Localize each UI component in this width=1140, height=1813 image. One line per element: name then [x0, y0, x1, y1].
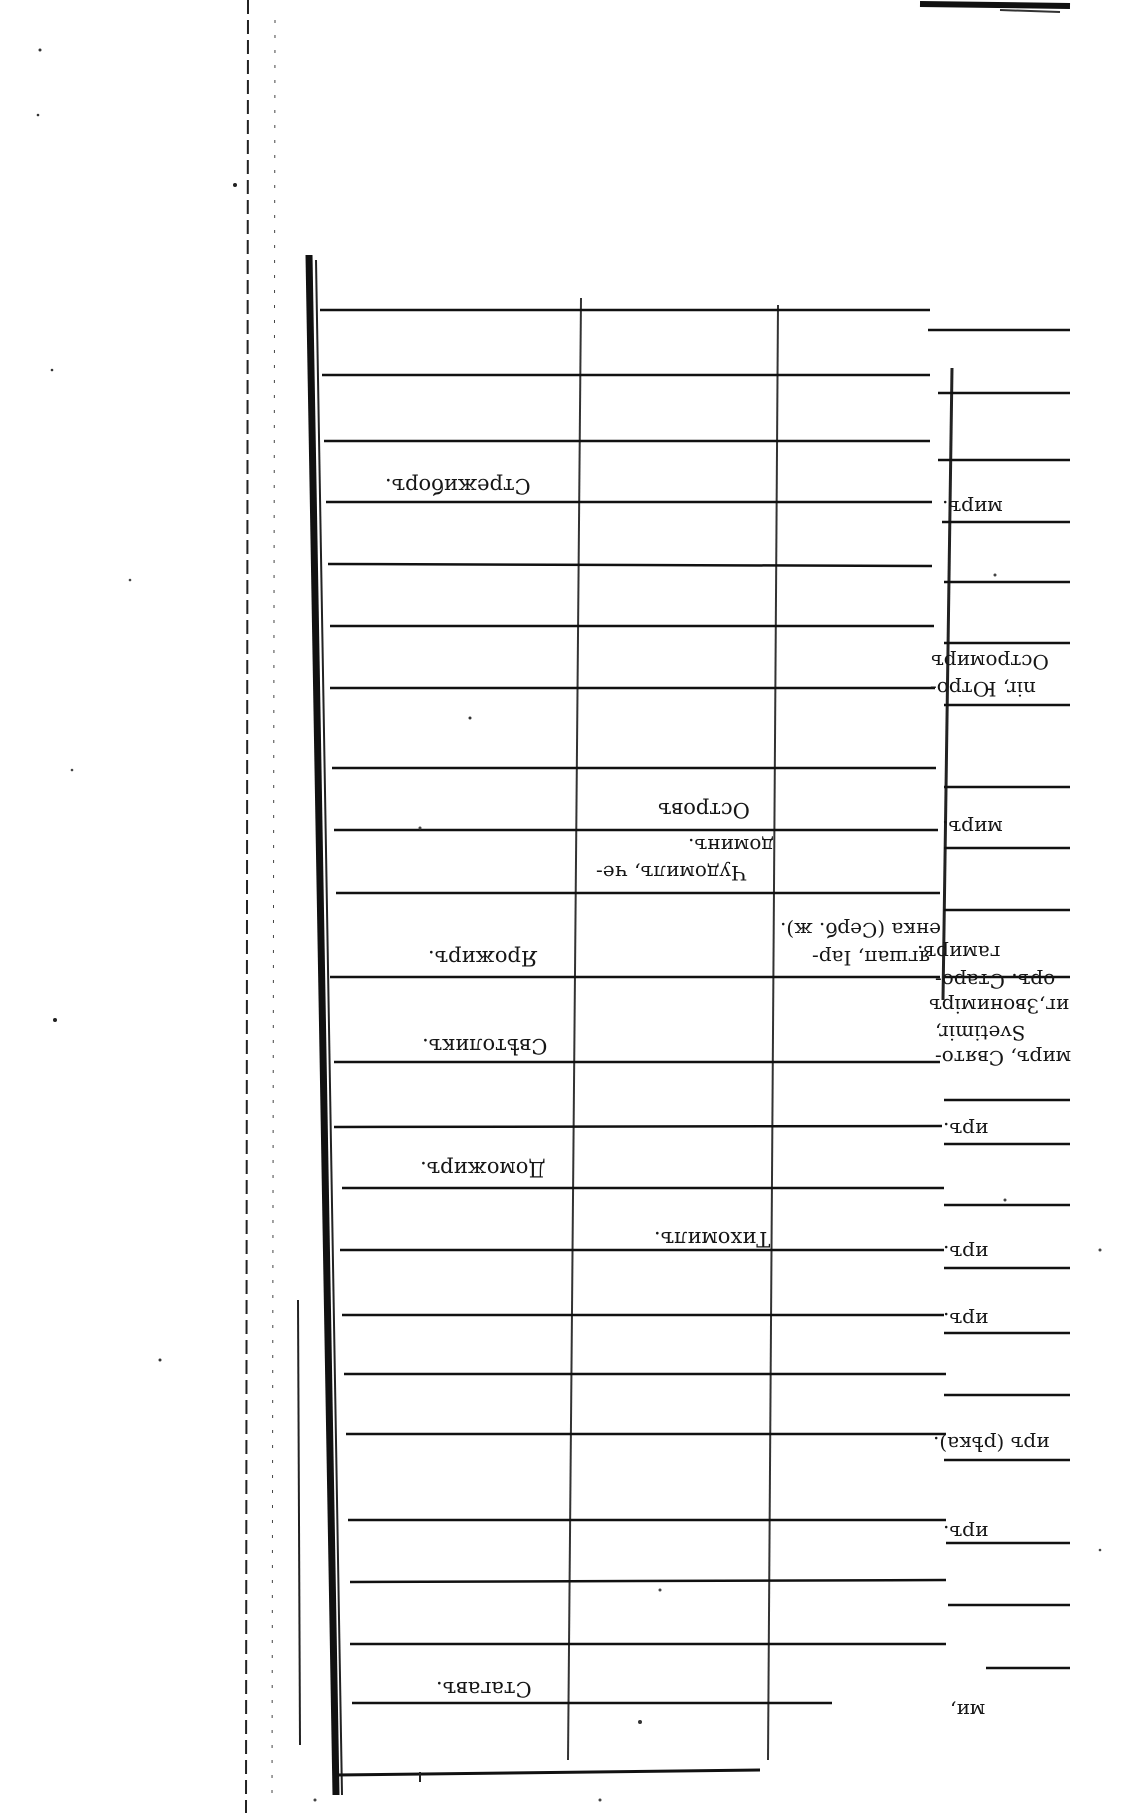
main-entry: Стрежиборъ. [385, 474, 531, 498]
right-fragment: иръ. [943, 1308, 989, 1332]
main-entry: Доможиръ. [420, 1157, 546, 1181]
main-entry: Ярожиръ. [428, 946, 538, 970]
right-fragment: иръ. [943, 1241, 989, 1265]
right-fragment-column [917, 330, 1072, 1750]
main-entry: Свѣтоликъ. [422, 1034, 548, 1058]
right-fragment: миръ, Свято- [935, 1046, 1072, 1070]
right-fragment: оръ. Старо- [935, 969, 1056, 993]
middle-entry: Чудомилъ, че- [596, 861, 747, 885]
right-fragment: иг,Звониміръ [929, 994, 1070, 1018]
right-fragment: nir, Ютро- [930, 677, 1036, 701]
third-column-entry: ягшап, Іар- [812, 946, 932, 970]
middle-entry: Тихомилъ. [654, 1227, 771, 1251]
right-fragment: миръ. [942, 816, 1003, 840]
right-fragment: иръ (рѣка). [933, 1432, 1050, 1456]
right-fragment: миръ. [942, 496, 1003, 520]
right-fragment: ми, [950, 1699, 986, 1723]
right-fragment: иръ. [943, 1118, 989, 1142]
main-entry: Стагавъ. [436, 1677, 532, 1701]
right-fragment: иръ. [943, 1521, 989, 1545]
third-column-entry: енка (Серб. ж). [780, 918, 942, 942]
right-fragment: Остромиръ [931, 650, 1049, 674]
middle-entry: Островъ [658, 798, 750, 822]
right-fragment: гамиръ. [917, 941, 1001, 965]
right-fragment: Svetimir, [935, 1021, 1026, 1045]
middle-entry: доминъ. [688, 834, 774, 858]
